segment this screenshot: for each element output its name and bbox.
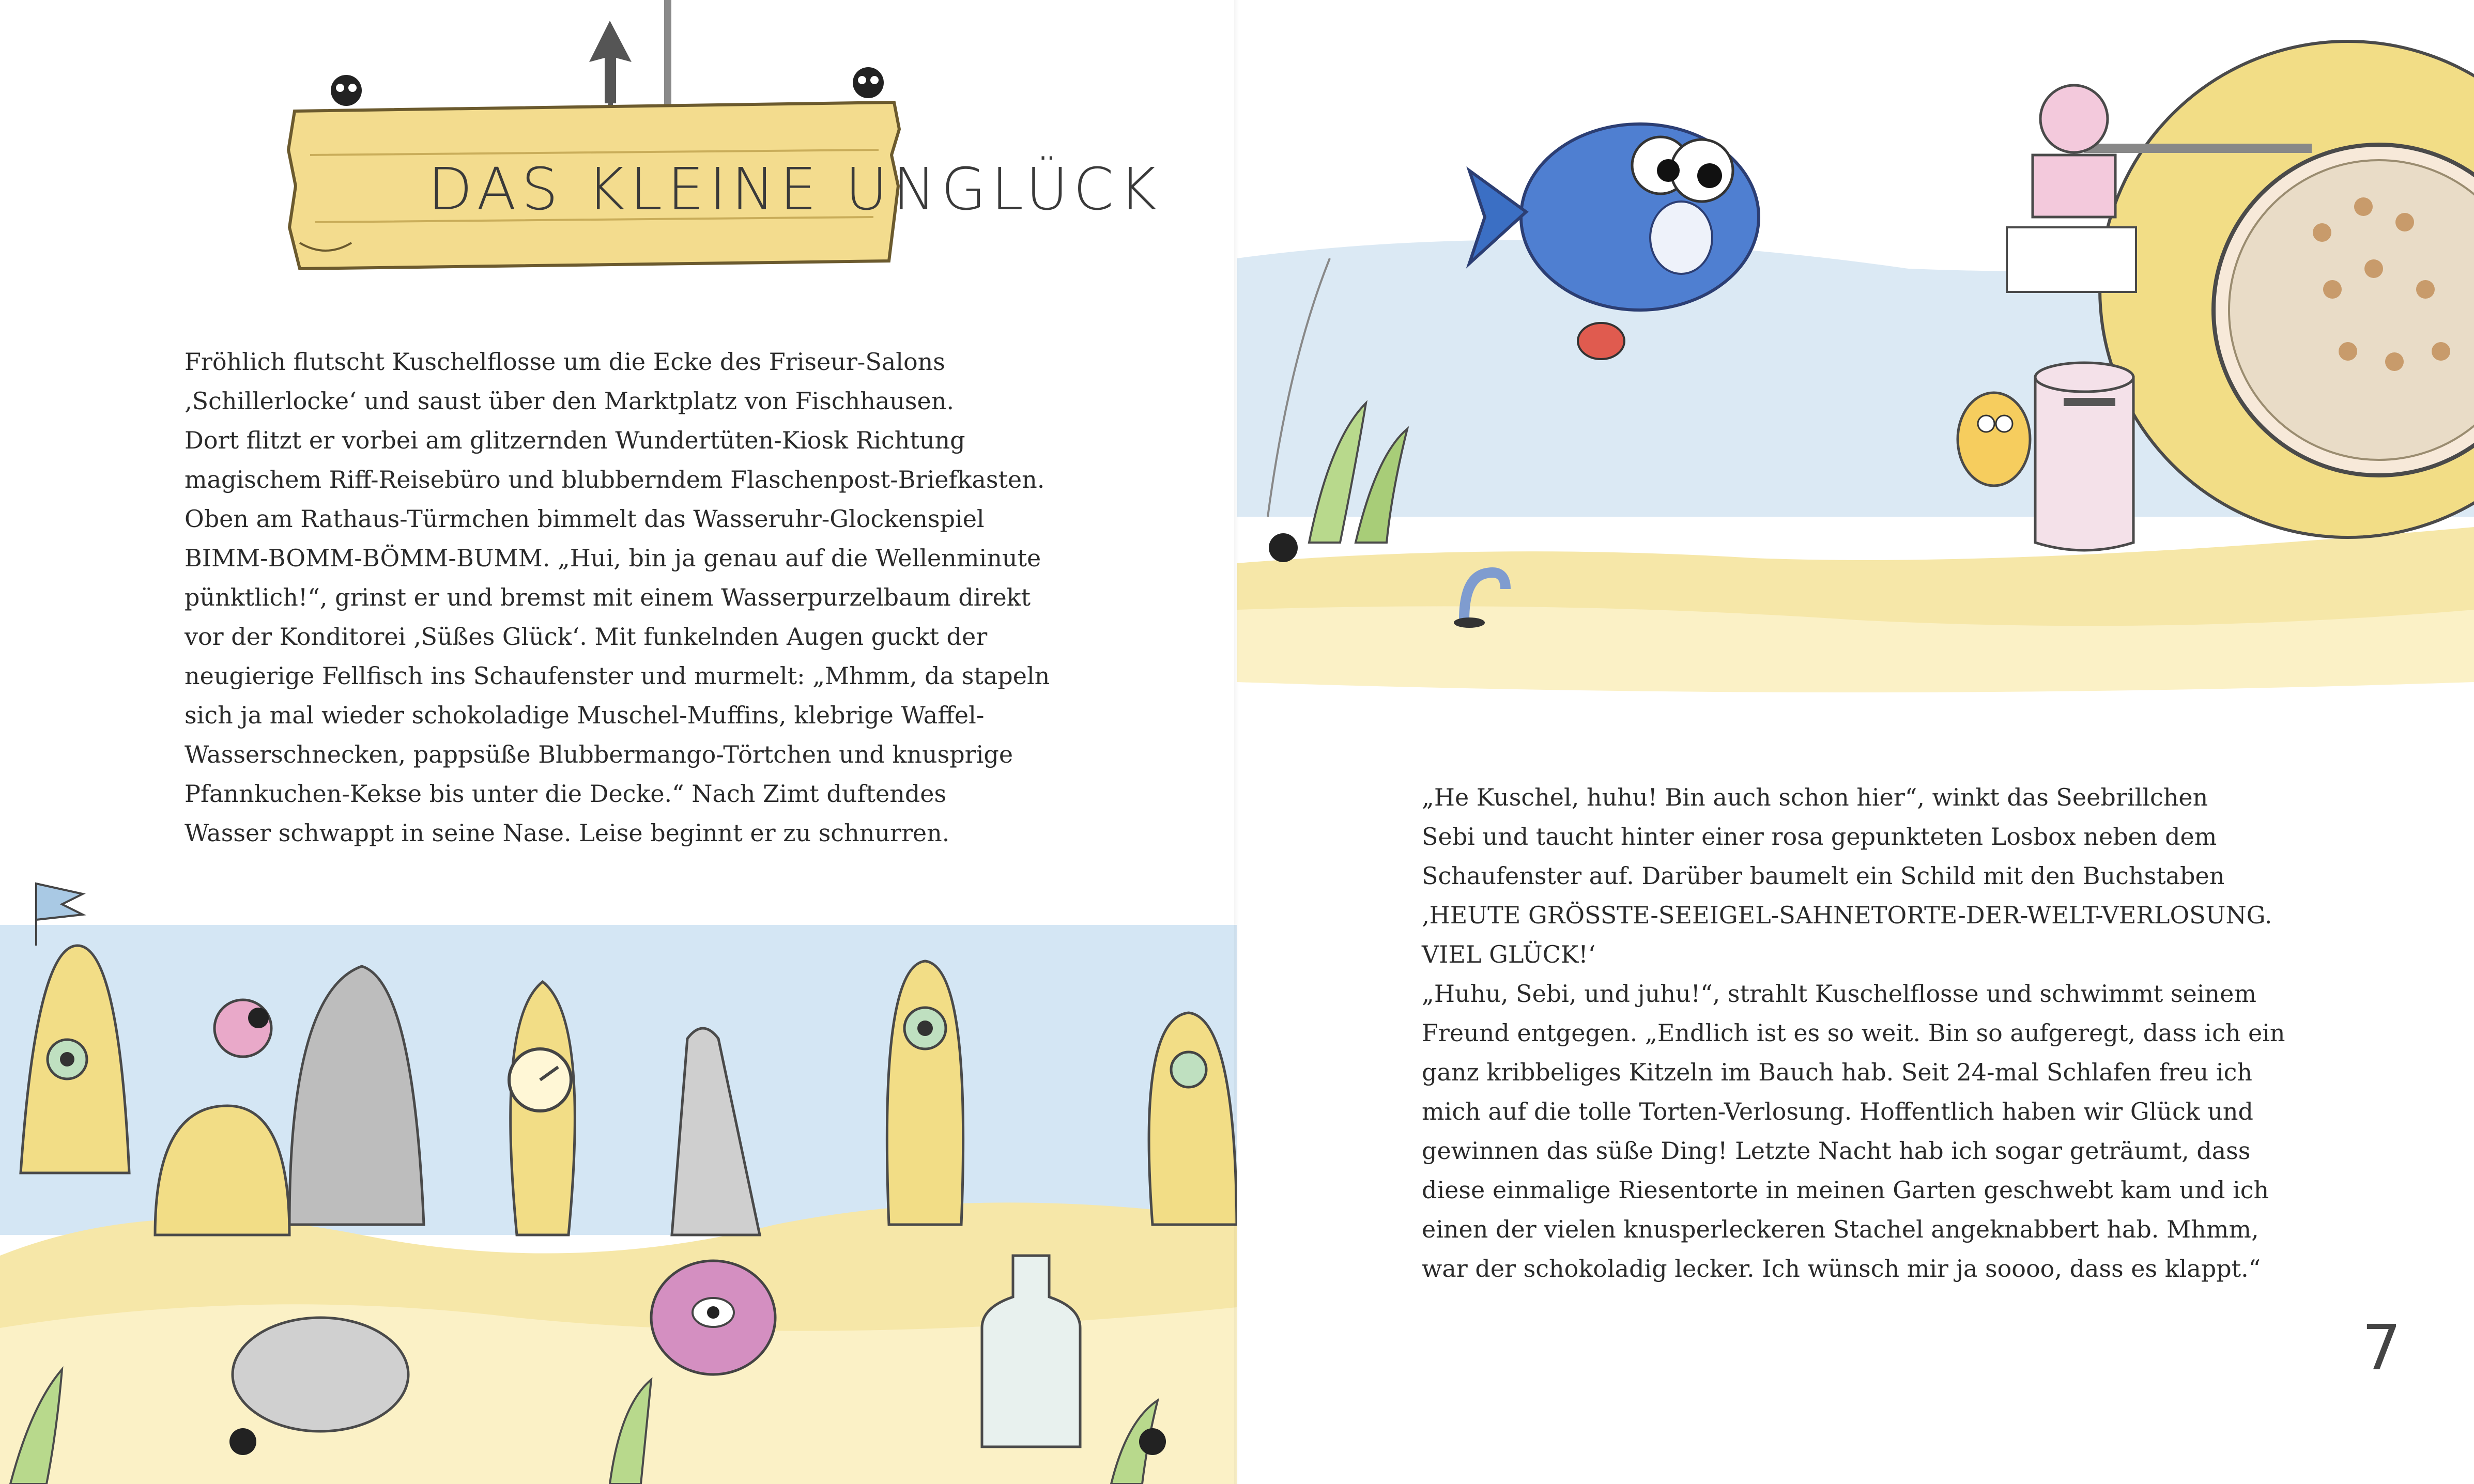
underwater-town-illustration	[0, 863, 1237, 1484]
book-gutter	[1234, 0, 1239, 1484]
right-paragraph-2: „Huhu, Sebi, und juhu!“, strahlt Kuschelflosse und schwimmt seinem Freund entgegen. „Endlich ist es so weit. Bin so aufgeregt, dass ich ein ganz kribbeliges Kitzeln im Bauch hab. Seit 24-mal Schlafen freu ich mich auf die tolle Torten-Verlosung. Hoffentlich haben wir Glück und gewinnen das süße Ding! Letzte Nacht hab ich sogar geträumt, dass diese einmalige Riesentorte in meinen Garten geschwebt kam und ich einen der vielen knusperleckeren Stachel angeknabbert hab. Mhmm, war der schokoladig lecker. Ich wünsch mir ja soooo, dass es klappt.“	[1422, 980, 2285, 1282]
title-sign-illustration	[279, 0, 1162, 320]
right-paragraph-1: „He Kuschel, huhu! Bin auch schon hier“, winkt das Seebrillchen Sebi und taucht hinter einer rosa gepunkteten Losbox neben dem Schaufenster auf. Darüber baumelt ein Schild mit den Buchstaben ‚HEUTE GRÖSSTE-SEEIGEL-SAHNETORTE-DER-WELT-VERLOSUNG. VIEL GLÜCK!‘	[1422, 783, 2272, 968]
right-page	[1237, 0, 2474, 1484]
chapter-title: DAS KLEINE UNGLÜCK	[428, 156, 1162, 223]
right-text-block	[1422, 778, 2404, 1288]
left-paragraph: Fröhlich flutscht Kuschelflosse um die Ecke des Friseur-Salons ‚Schillerlocke‘ und saust über den Marktplatz von Fischhausen. Dort flitzt er vorbei am glitzernden Wundertüten-Kiosk Richtung magischem Riff-Reisebüro und blubberndem Flaschenpost-Briefkasten. Oben am Rathaus-Türmchen bimmelt das Wasseruhr-Glockenspiel BIMM-BOMM-BÖMM-BUMM. „Hui, bin ja genau auf die Wellenminute pünktlich!“, grinst er und bremst mit einem Wasserpurzelbaum direkt vor der Konditorei ‚Süßes Glück‘. Mit funkelnden Augen guckt der neugierige Fellfisch ins Schaufenster und murmelt: „Mhmm, da stapeln sich ja mal wieder schokoladige Muschel-Muffins, klebrige Waffel- Wasserschnecken, pappsüße Blubbermango-Törtchen und knusprige Pfannkuchen-Kekse bis unter die Decke.“ Nach Zimt duftendes Wasser schwappt in seine Nase. Leise beginnt er zu schnurren.	[185, 348, 1050, 847]
konditorei-illustration	[1237, 0, 2474, 723]
page-number: 7	[2362, 1312, 2402, 1384]
left-text-block	[185, 342, 1104, 853]
